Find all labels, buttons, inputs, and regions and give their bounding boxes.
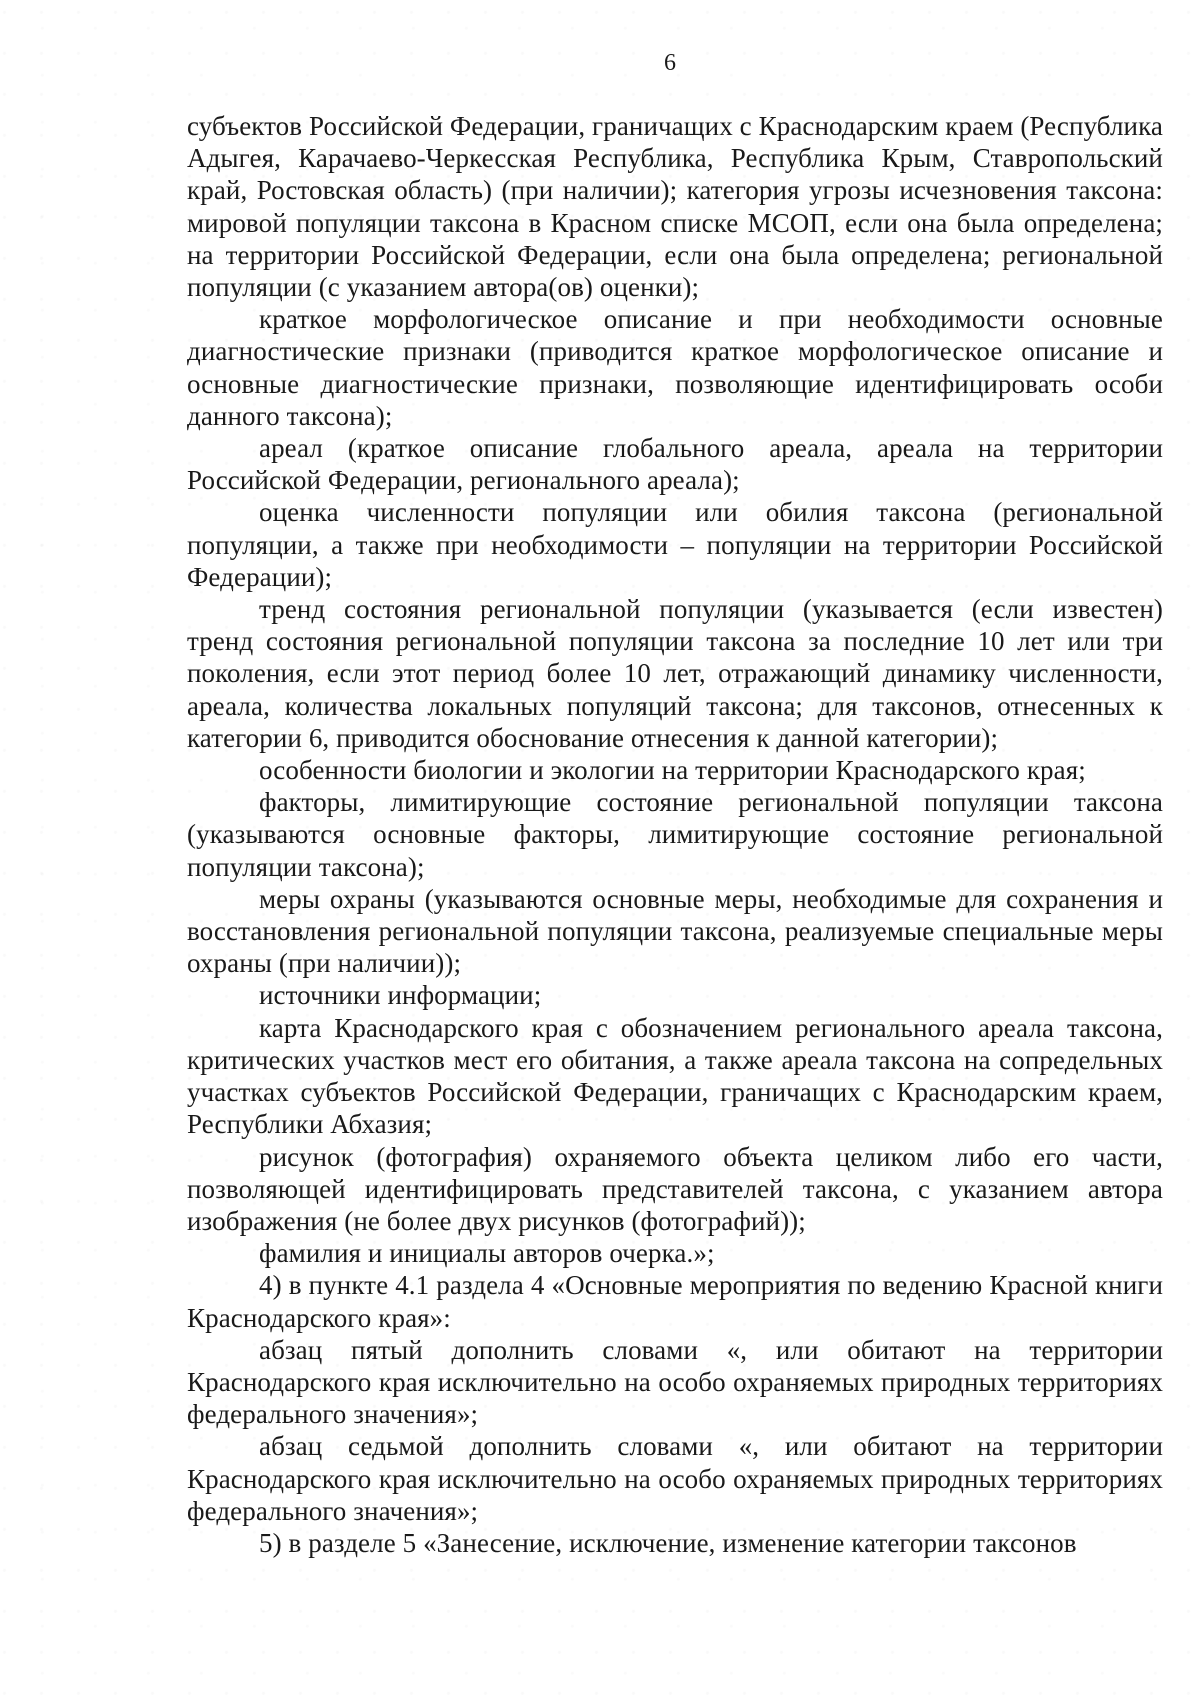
paragraph: абзац пятый дополнить словами «, или обитают на территории Краснодарского края исключительно на особо охраняемых природных территориях федерального значения»; [187, 1334, 1163, 1430]
paragraph: абзац седьмой дополнить словами «, или обитают на территории Краснодарского края исключительно на особо охраняемых природных территориях федерального значения»; [187, 1431, 1163, 1526]
paragraph: тренд состояния региональной популяции (указывается (если известен) тренд состояния региональной популяции таксона за последние 10 лет или три поколения, если этот период более 10 лет, отражающий динамику численности, ареала, количества локальных популяций таксона; для таксонов, отнесенных к категории 6, приводится обоснование отнесения к данной категории); [187, 594, 1163, 753]
paragraph: источники информации; [259, 980, 542, 1011]
paragraph: фамилия и инициалы авторов очерка.»; [259, 1238, 715, 1269]
paragraph: оценка численности популяции или обилия таксона (региональной популяции, а также при необходимости – популяции на территории Российской Федерации); [187, 497, 1163, 592]
document-body [187, 110, 1163, 1559]
paragraph: 5) в разделе 5 «Занесение, исключение, изменение категории таксонов [259, 1527, 1077, 1558]
paragraph: меры охраны (указываются основные меры, необходимые для сохранения и восстановления региональной популяции таксона, реализуемые специальные меры охраны (при наличии)); [187, 883, 1163, 979]
page-number: 6 [664, 50, 676, 76]
paragraph: краткое морфологическое описание и при необходимости основные диагностические признаки (приводится краткое морфологическое описание и основные диагностические признаки, позволяющие идентифицировать особи данного таксона); [187, 304, 1163, 431]
paragraph: факторы, лимитирующие состояние региональной популяции таксона (указываются основные факторы, лимитирующие состояние региональной популяции таксона); [187, 787, 1163, 882]
paragraph: особенности биологии и экологии на территории Краснодарского края; [259, 755, 1086, 786]
paragraph: рисунок (фотография) охраняемого объекта целиком либо его части, позволяющей идентифицировать представителей таксона, с указанием автора изображения (не более двух рисунков (фотографий)); [187, 1141, 1163, 1236]
paragraph: карта Краснодарского края с обозначением регионального ареала таксона, критических участков мест его обитания, а также ареала таксона на сопредельных участках субъектов Российской Федерации, граничащих с Краснодарским краем, Республики Абхазия; [187, 1012, 1163, 1140]
paragraph: субъектов Российской Федерации, граничащих с Краснодарским краем (Республика Адыгея, Карачаево-Черкесская Республика, Республика Крым, Ставропольский край, Ростовская область) (при наличии); категория угрозы исчезновения таксона: мировой популяции таксона в Красном списке МСОП, если она была определена; на территории Российской Федерации, если она была определена; региональной популяции (с указанием автора(ов) оценки); [187, 111, 1163, 303]
paragraph: 4) в пункте 4.1 раздела 4 «Основные мероприятия по ведению Красной книги Краснодарского края»: [187, 1270, 1163, 1333]
paragraph: ареал (краткое описание глобального ареала, ареала на территории Российской Федерации, регионального ареала); [187, 433, 1163, 496]
